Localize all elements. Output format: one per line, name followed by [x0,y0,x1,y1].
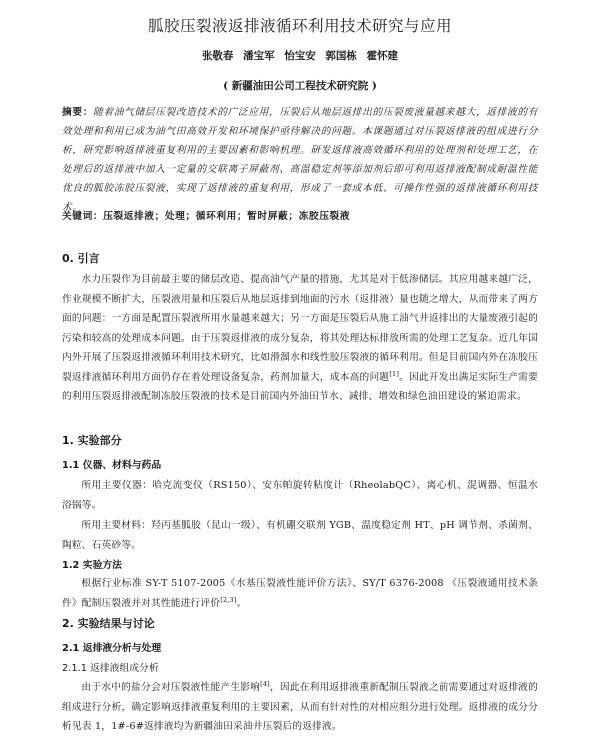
author-list [0,48,600,63]
abstract-label: 摘要： [62,107,94,118]
paper-title: 胍胶压裂液返排液循环利用技术研究与应用 [147,17,452,35]
subsection-heading-1-2: 1.2 实验方法 [62,560,122,571]
author: 怡宝安 [284,50,316,62]
method-paragraph [62,574,538,613]
affiliation: ( 新疆油田公司工程技术研究院 ) [223,80,377,92]
subsection-heading-1-1: 1.1 仪器、材料与药品 [62,460,162,471]
method-text-a: 根据行业标准 SY-T 5107-2005《水基压裂液性能评价方法》、SY/T 6376-2008 《压裂液通用技术条件》配制压裂液并对其性能进行评价 [62,578,538,609]
author: 郭国栋 [325,50,357,62]
instruments-paragraph: 所用主要仪器：哈克流变仪（RS150）、安东帕旋转粘度计（RheolabQC）、离心机、混调器、恒温水浴锅等。 [62,480,538,511]
author: 张敬春 [201,50,234,62]
intro-text-b: 。因此开发出满足实际生产需要的利用压裂返排液配制冻胶压裂液的技术是目前国内外油田节水、减排、增效和绿色油田建设的紧迫需求。 [62,371,538,402]
method-text-b: 。 [236,597,247,609]
subsection-heading-2-1-1: 2.1.1 返排液组成分析 [62,663,159,674]
subsection-heading-2-1: 2.1 返排液分析与处理 [62,643,162,654]
intro-paragraph [62,270,538,407]
author: 潘宝军 [243,50,275,62]
section-heading-intro: 0. 引言 [62,252,100,265]
composition-text-b: ，因此在利用返排液重新配制压裂液之前需要通过对返排液的组成进行分析，确定影响返排液重复利用的主要因素，从而有针对性的对相应组分进行处理。返排液的成分分析见表 1，1#-6#返排液均为新疆油田采油井压裂后的返排液。 [62,682,538,732]
composition-paragraph [62,678,538,737]
section-heading-1: 1. 实验部分 [62,434,122,447]
materials-paragraph: 所用主要材料：羟丙基胍胶（昆山一级）、有机硼交联剂 YGB、温度稳定剂 HT、pH 调节剂、杀菌剂、陶粒、石英砂等。 [62,520,538,551]
keywords-label: 关键词： [62,211,104,222]
citation: [2,3] [220,595,237,604]
keywords [62,208,538,222]
composition-text-a: 由于水中的盐分会对压裂液性能产生影响 [81,682,261,693]
intro-text-a: 水力压裂作为目前最主要的储层改造、提高油气产量的措施，尤其是对于低渗储层。其应用越来越广泛，作业规模不断扩大，压裂液用量和压裂后从地层返排到地面的污水（返排液）量也随之增大，从而带来了两方面的问题：一方面是配置压裂液所用水量越来越大；另一方面是压裂后从施工油气井返排出的大量废液引起的污染和较高的处理成本问题。由于压裂返排液的成分复杂，将其处理达标排放所需的处理工艺复杂。近几年国内外开展了压裂返排液循环利用技术研究，比如滑溜水和线性胶压裂液的循环利用。但是目前国内外在冻胶压裂返排液循环利用方面仍存在着处理设备复杂，药剂加量大，成本高的问题 [62,274,538,383]
citation: [1] [389,369,400,378]
author: 霍怀建 [366,50,399,62]
citation: [4] [260,679,270,688]
keywords-text: 压裂返排液；处理；循环利用；暂时屏蔽；冻胶压裂液 [103,211,351,222]
abstract-text: 随着油气储层压裂改造技术的广泛应用，压裂后从地层返排出的压裂废液量越来越大，返排液的有效处理和利用已成为油气田高效开发和环境保护亟待解决的问题。本课题通过对压裂返排液的组成进行分析，研究影响返排液重复利用的主要因素和影响机理。研发返排液高效循环利用的处理剂和处理工艺，在处理后的返排液中加入一定量的交联离子屏蔽剂、高温稳定剂等添加剂后即可利用返排液配制成耐温性能优良的胍胶冻胶压裂液，实现了返排液的重复利用，形成了一套成本低、可操作性强的返排液循环利用技术。 [62,107,538,213]
section-heading-2: 2. 实验结果与讨论 [62,617,155,630]
abstract [62,103,538,217]
